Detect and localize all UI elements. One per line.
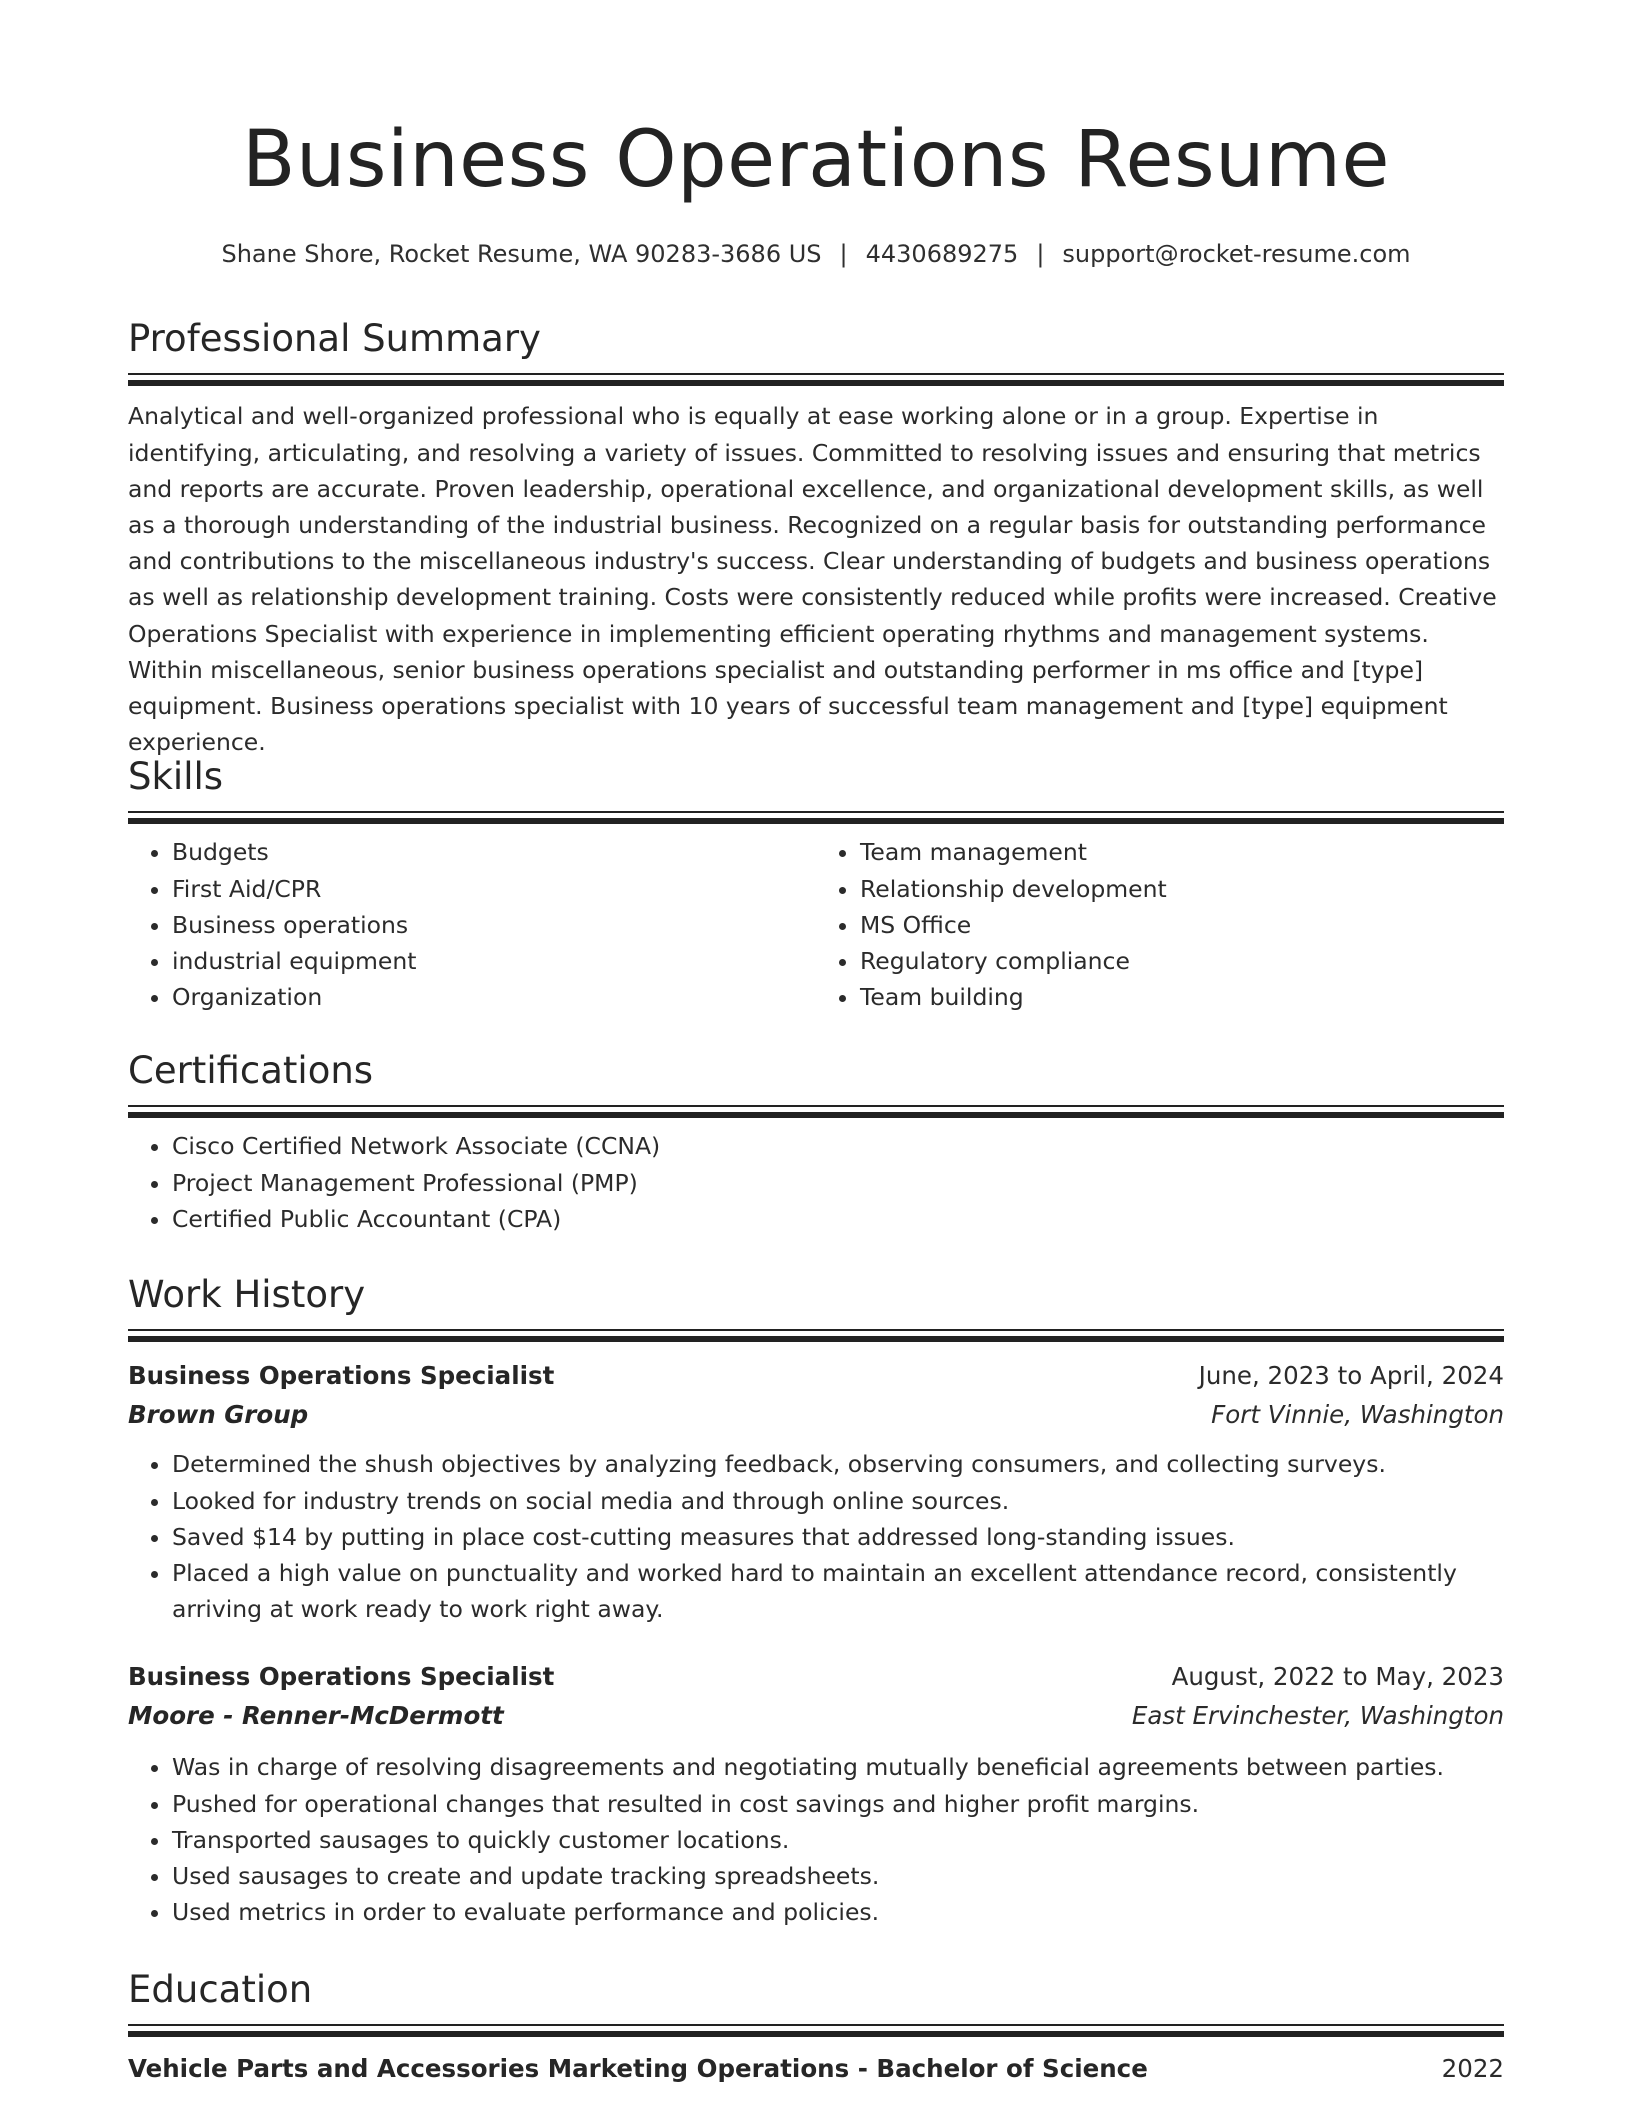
job-entry [128, 1657, 1504, 1930]
job-title: Business Operations Specialist [128, 1662, 555, 1692]
contact-phone: 4430689275 [865, 240, 1019, 268]
job-company: Brown Group [128, 1400, 309, 1430]
job-company: Moore - Renner-McDermott [128, 1701, 504, 1731]
certification-item: • Project Management Professional (PMP) [172, 1165, 1504, 1201]
skill-item: • industrial equipment [172, 943, 816, 979]
skill-item: • Relationship development [860, 871, 1504, 907]
resume-title: Business Operations Resume [241, 115, 1391, 205]
summary-section [128, 317, 1504, 760]
contact-address: Shane Shore, Rocket Resume, WA 90283-3686 US [221, 240, 822, 268]
education-entry [128, 2049, 1504, 2088]
job-location: East Ervinchester, Washington [1131, 1701, 1504, 1731]
certifications-heading: Certifications [128, 1049, 374, 1092]
section-divider [128, 2031, 1504, 2037]
job-bullet: • Determined the shush objectives by analyzing feedback, observing consumers, and collecting surveys. [172, 1446, 1504, 1482]
skills-section [128, 755, 1504, 1015]
section-divider [128, 1105, 1504, 1107]
job-dates: August, 2022 to May, 2023 [1171, 1662, 1504, 1692]
skills-columns [128, 834, 1504, 1015]
section-divider [128, 1112, 1504, 1118]
skills-heading: Skills [128, 755, 224, 798]
job-location: Fort Vinnie, Washington [1211, 1400, 1504, 1430]
certifications-list [128, 1128, 1504, 1237]
contact-separator: | [1036, 240, 1045, 268]
skill-item: • First Aid/CPR [172, 871, 816, 907]
skill-item: • Team building [860, 979, 1504, 1015]
certifications-section [128, 1049, 1504, 1237]
section-divider [128, 1329, 1504, 1331]
skill-item: • Budgets [172, 834, 816, 870]
job-bullets [128, 1749, 1504, 1930]
job-bullet: • Saved $14 by putting in place cost-cutting measures that addressed long-standing issues. [172, 1519, 1504, 1555]
job-bullet: • Used metrics in order to evaluate performance and policies. [172, 1894, 1504, 1930]
section-divider [128, 2024, 1504, 2026]
job-title: Business Operations Specialist [128, 1361, 555, 1391]
section-divider [128, 373, 1504, 375]
certification-item: • Certified Public Accountant (CPA) [172, 1201, 1504, 1237]
section-divider [128, 818, 1504, 824]
contact-email: support@rocket-resume.com [1062, 240, 1411, 268]
summary-text: Analytical and well-organized professional who is equally at ease working alone or in a group. Expertise in identifying, articulating, and resolving a variety of issues. Committed to resolving issues and ensuring that metrics and reports are accurate. Proven leadership, operational excellence, and organizational development skills, as well as a thorough understanding of the industrial business. Recognized on a regular basis for outstanding performance and contributions to the miscellaneous industry's success. Clear understanding of budgets and business operations as well as relationship development training. Costs were consistently reduced while profits were increased. Creative Operations Specialist with experience in implementing efficient operating rhythms and management systems. Within miscellaneous, senior business operations specialist and outstanding performer in ms office and [type] equipment. Business operations specialist with 10 years of successful team management and [type] equipment experience. [128, 402, 1497, 757]
job-header [128, 1356, 1504, 1395]
job-bullet: • Transported sausages to quickly customer locations. [172, 1822, 1504, 1858]
job-dates: June, 2023 to April, 2024 [1198, 1361, 1504, 1391]
skill-item: • Team management [860, 834, 1504, 870]
job-subheader [128, 1696, 1504, 1735]
education-heading: Education [128, 1968, 313, 2011]
job-bullet: • Was in charge of resolving disagreements and negotiating mutually beneficial agreements between parties. [172, 1749, 1504, 1785]
contact-line [128, 240, 1504, 268]
section-divider [128, 380, 1504, 386]
work-history-section [128, 1273, 1504, 1930]
skill-item: • Organization [172, 979, 816, 1015]
skill-item: • Business operations [172, 907, 816, 943]
certification-item: • Cisco Certified Network Associate (CCNA) [172, 1128, 1504, 1164]
skill-item: • MS Office [860, 907, 1504, 943]
job-bullets [128, 1446, 1504, 1627]
job-subheader [128, 1395, 1504, 1434]
education-year: 2022 [1441, 2054, 1504, 2084]
skill-item: • Regulatory compliance [860, 943, 1504, 979]
summary-heading: Professional Summary [128, 317, 541, 360]
work-history-heading: Work History [128, 1273, 366, 1316]
skills-list-right [816, 834, 1504, 1015]
section-divider [128, 1336, 1504, 1342]
job-bullet: • Pushed for operational changes that resulted in cost savings and higher profit margins. [172, 1786, 1504, 1822]
job-entry [128, 1356, 1504, 1627]
skills-list-left [128, 834, 816, 1015]
section-divider [128, 811, 1504, 813]
education-degree: Vehicle Parts and Accessories Marketing Operations - Bachelor of Science [128, 2054, 1148, 2084]
job-bullet: • Looked for industry trends on social media and through online sources. [172, 1483, 1504, 1519]
contact-separator: | [839, 240, 848, 268]
job-header [128, 1657, 1504, 1696]
job-bullet: • Placed a high value on punctuality and worked hard to maintain an excellent attendance record, consistently arriving at work ready to work right away. [172, 1555, 1504, 1627]
job-bullet: • Used sausages to create and update tracking spreadsheets. [172, 1858, 1504, 1894]
education-section [128, 1968, 1504, 2088]
